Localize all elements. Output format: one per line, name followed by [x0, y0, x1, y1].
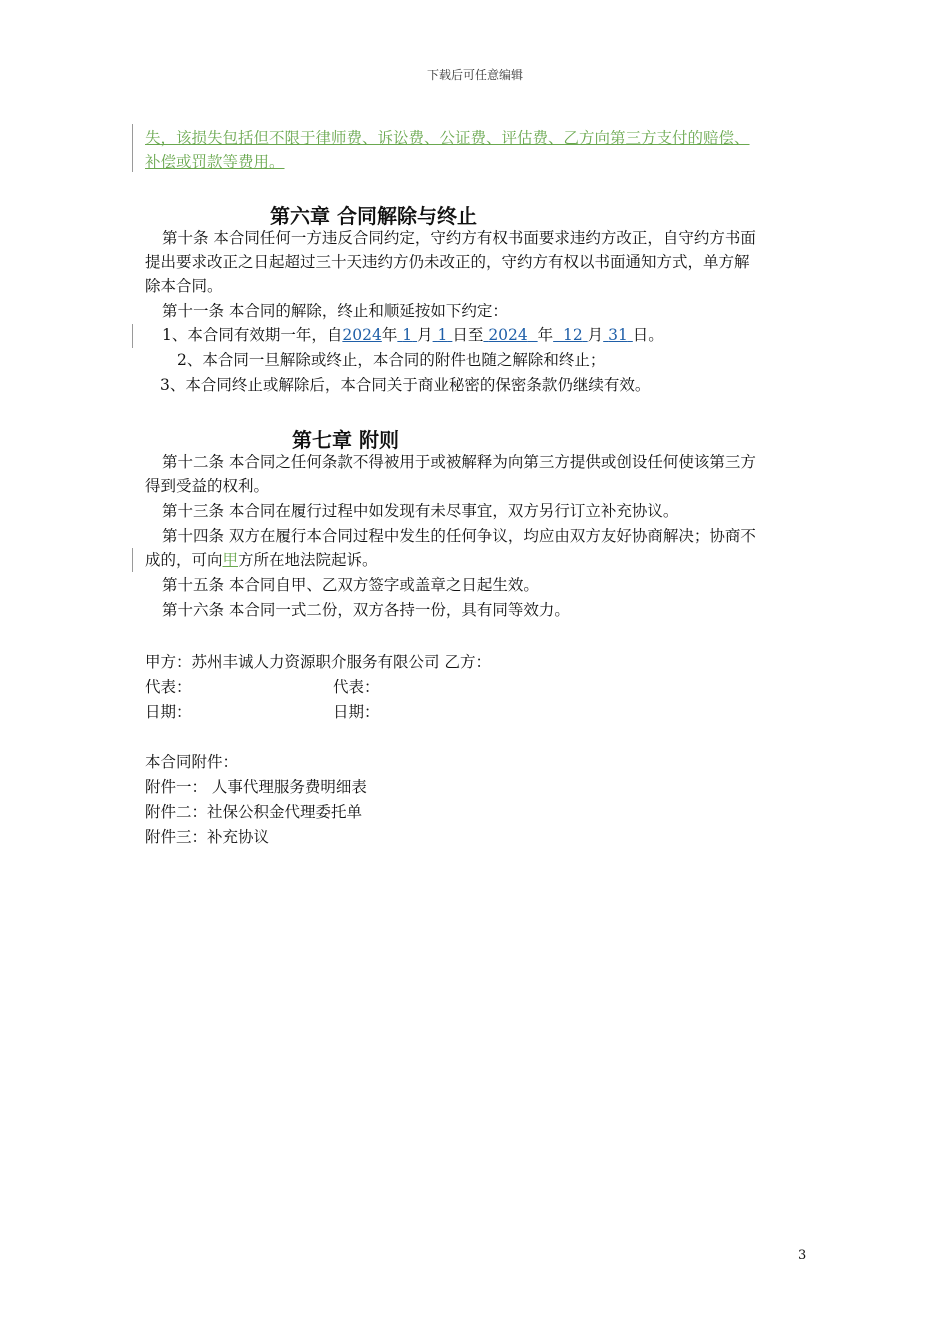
date-b-label: 日期：	[333, 703, 380, 721]
term-item-2: 2、本合同一旦解除或终止，本合同的附件也随之解除和终止；	[177, 351, 606, 369]
day-label: 日。	[632, 326, 664, 344]
start-month: 1	[402, 326, 413, 344]
end-day: 31	[608, 326, 628, 344]
date-a-label: 日期：	[145, 703, 192, 721]
article-10-line-3: 除本合同。	[145, 277, 223, 295]
chapter-7-title: 第七章 附则	[292, 428, 399, 452]
party-a-label: 甲方：苏州丰诚人力资源职介服务有限公司	[145, 653, 440, 671]
attachment-item: 附件三：补充协议	[145, 828, 270, 846]
term-item-3: 3、本合同终止或解除后，本合同关于商业秘密的保密条款仍继续有效。	[160, 376, 651, 394]
month-label: 月	[587, 326, 604, 344]
start-year: 2024	[342, 326, 382, 344]
attachments-title: 本合同附件：	[145, 753, 239, 771]
inserted-party-a: 甲	[222, 551, 239, 569]
year-label: 年	[381, 326, 398, 344]
article-14-text-a: 成的，可向	[145, 551, 223, 569]
end-year: 2024	[488, 326, 528, 344]
month-label: 月	[417, 326, 433, 344]
attachment-item: 附件二：社保公积金代理委托单	[145, 803, 363, 821]
article-10-line-2: 提出要求改正之日起超过三十天违约方仍未改正的，守约方有权以书面通知方式，单方解	[145, 253, 750, 271]
continued-line-1: 失，该损失包括但不限于律师费、诉讼费、公证费、评估费、乙方向第三方支付的赔偿、	[145, 129, 750, 147]
chapter-6-title: 第六章 合同解除与终止	[270, 204, 477, 228]
article-15: 第十五条 本合同自甲、乙双方签字或盖章之日起生效。	[162, 576, 539, 594]
rep-a-label: 代表：	[145, 678, 192, 696]
article-14-text-b: 方所在地法院起诉。	[238, 551, 378, 569]
article-16: 第十六条 本合同一式二份，双方各持一份，具有同等效力。	[162, 601, 570, 619]
continued-line-2: 补偿或罚款等费用。	[145, 153, 285, 171]
revision-bar	[132, 548, 133, 572]
article-12-line-2: 得到受益的权利。	[145, 477, 270, 495]
start-day: 1	[437, 326, 448, 344]
article-11: 第十一条 本合同的解除，终止和顺延按如下约定：	[162, 302, 508, 320]
article-14-line-1: 第十四条 双方在履行本合同过程中发生的任何争议，均应由双方友好协商解决；协商不	[162, 527, 756, 545]
year-label: 年	[537, 326, 554, 344]
revision-bar	[132, 324, 133, 348]
party-a-signature	[145, 650, 491, 672]
page-number: 3	[798, 1248, 807, 1263]
end-month: 12	[563, 326, 583, 344]
article-14-line-2	[145, 550, 378, 570]
party-b-label: 乙方：	[444, 653, 491, 671]
article-13: 第十三条 本合同在履行过程中如发现有未尽事宜，双方另行订立补充协议。	[162, 502, 679, 520]
article-12-line-1: 第十二条 本合同之任何条款不得被用于或被解释为向第三方提供或创设任何使该第三方	[162, 453, 756, 471]
term-prefix: 1、本合同有效期一年，自	[162, 326, 343, 344]
page-header: 下载后可任意编辑	[426, 68, 523, 82]
rep-b-label: 代表：	[333, 678, 380, 696]
article-10-line-1: 第十条 本合同任何一方违反合同约定，守约方有权书面要求违约方改正，自守约方书面	[162, 229, 756, 247]
term-item-1	[162, 325, 664, 345]
revision-bar	[132, 124, 133, 172]
day-label: 日至	[452, 326, 484, 344]
attachment-item: 附件一： 人事代理服务费明细表	[145, 778, 367, 796]
